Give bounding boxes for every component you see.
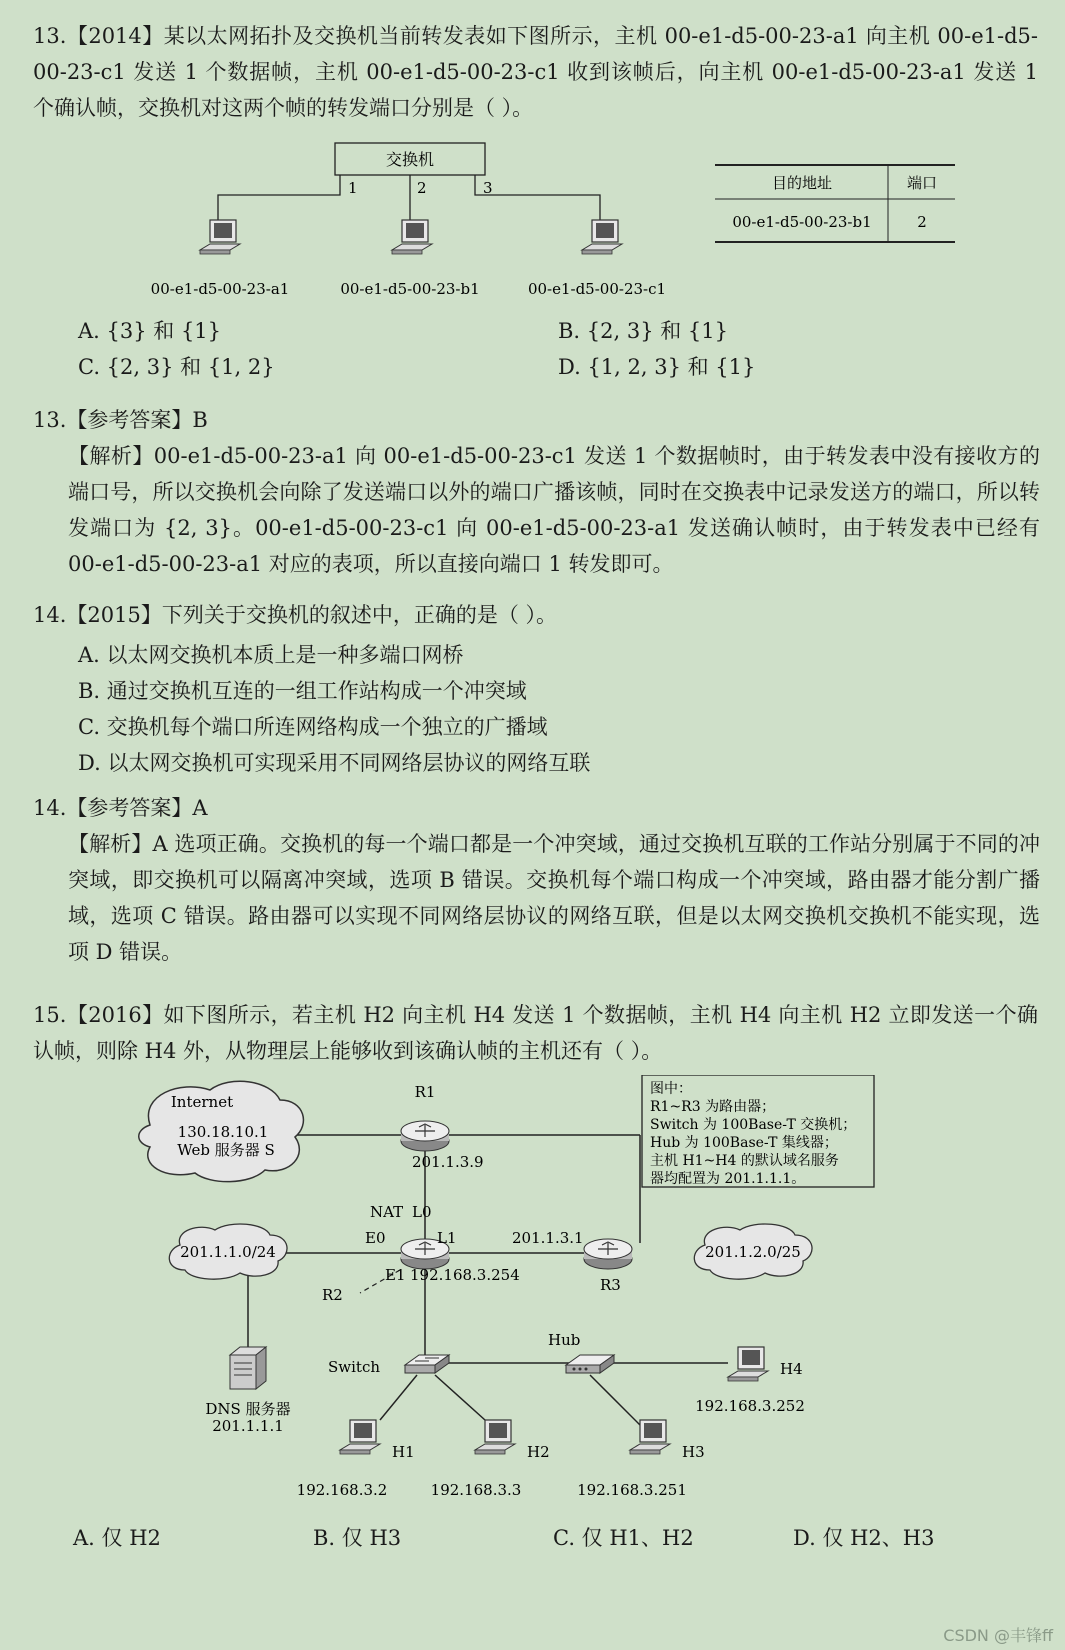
r1-ip: 201.1.3.9 xyxy=(412,1153,484,1171)
h2-label: H2 xyxy=(527,1443,550,1461)
computer-icon xyxy=(582,220,622,254)
h2-ip: 192.168.3.3 xyxy=(430,1481,522,1499)
q15-option-a: A. 仅 H2 xyxy=(73,1526,161,1550)
nat-label: NAT xyxy=(370,1203,404,1221)
legend-line: 图中： xyxy=(650,1081,692,1097)
host-b1: 00-e1-d5-00-23-b1 xyxy=(340,280,480,298)
port-2: 2 xyxy=(417,179,427,197)
switch-label: 交换机 xyxy=(385,150,435,169)
web-server: Web 服务器 S xyxy=(177,1141,275,1159)
q14-option-a: A. 以太网交换机本质上是一种多端口网桥 xyxy=(78,643,464,667)
q13-option-c: C. {2, 3} 和 {1, 2} xyxy=(78,355,275,379)
switch-label: Switch xyxy=(328,1358,381,1376)
server-icon xyxy=(230,1347,266,1389)
network-cloud xyxy=(694,1224,812,1279)
q13-stem: 13.【2014】某以太网拓扑及交换机当前转发表如下图所示，主机 00-e1-d5-00-23-a1 向主机 00-e1-d5-00-23-c1 发送 1 个数据帧，主机 00-e1-d5-00-23-c1 收到该帧后，向主机 00-e1-d5-00-23-a1 发送 1 个确认帧，交换机对这两个帧的转发端口分别是（ ）。 xyxy=(33,24,1038,120)
q15-option-c: C. 仅 H1、H2 xyxy=(553,1526,694,1550)
q14-analysis: 【解析】A 选项正确。交换机的每一个端口都是一个冲突域，通过交换机互联的工作站分别属于不同的冲突域，即交换机可以隔离冲突域，选项 B 错误。交换机每个端口构成一个冲突域，路由器才能分割广播域，选项 C 错误。路由器可以实现不同网络层协议的网络互联，但是以太网交换机交换机不能实现，选项 D 错误。 xyxy=(68,832,1040,964)
h1-ip: 192.168.3.2 xyxy=(296,1481,388,1499)
computer-icon xyxy=(340,1420,380,1454)
table-header-port: 端口 xyxy=(906,174,938,192)
hub-icon xyxy=(566,1355,614,1373)
l0-label: L0 xyxy=(412,1203,432,1221)
q13-analysis: 【解析】00-e1-d5-00-23-a1 向 00-e1-d5-00-23-c1 发送 1 个数据帧时，由于转发表中没有接收方的端口号，所以交换机会向除了发送端口以外的端口广播该帧，同时在交换表中记录发送方的端口，所以转发端口为 {2, 3}。00-e1-d5-00-23-c1 向 00-e1-d5-00-23-a1 发送确认帧时，由于转发表中已经有 00-e1-d5-00-23-a1 对应的表项，所以直接向端口 1 转发即可。 xyxy=(68,444,1040,576)
q14-stem: 14.【2015】下列关于交换机的叙述中，正确的是（ ）。 xyxy=(33,603,558,627)
router-icon xyxy=(584,1239,632,1269)
net-right-label: 201.1.2.0/25 xyxy=(705,1243,801,1261)
router-icon xyxy=(401,1121,449,1151)
dns-label: DNS 服务器 xyxy=(205,1400,291,1418)
host-c1: 00-e1-d5-00-23-c1 xyxy=(527,280,667,298)
legend-line: Hub 为 100Base-T 集线器； xyxy=(650,1135,838,1151)
h1-label: H1 xyxy=(392,1443,415,1461)
port-3: 3 xyxy=(483,179,493,197)
internet-cloud xyxy=(139,1081,304,1181)
dns-ip: 201.1.1.1 xyxy=(212,1417,284,1435)
computer-icon xyxy=(392,220,432,254)
computer-icon xyxy=(630,1420,670,1454)
e1-label: E1 xyxy=(385,1266,406,1284)
computer-icon xyxy=(728,1347,768,1381)
r1-label: R1 xyxy=(414,1083,436,1101)
r3-label: R3 xyxy=(600,1276,621,1294)
q15-option-d: D. 仅 H2、H3 xyxy=(793,1526,935,1550)
port-1: 1 xyxy=(348,179,358,197)
r2-label: R2 xyxy=(322,1286,343,1304)
h4-ip: 192.168.3.252 xyxy=(695,1397,805,1415)
computer-icon xyxy=(200,220,240,254)
q13-option-b: B. {2, 3} 和 {1} xyxy=(558,319,729,343)
h4-label: H4 xyxy=(780,1360,803,1378)
watermark: CSDN @丰锋ff xyxy=(943,1626,1053,1645)
e0-label: E0 xyxy=(365,1229,386,1247)
table-cell-port: 2 xyxy=(917,213,927,231)
h3-ip: 192.168.3.251 xyxy=(577,1481,687,1499)
q14-option-c: C. 交换机每个端口所连网络构成一个独立的广播域 xyxy=(78,715,548,739)
table-header-dest: 目的地址 xyxy=(771,174,833,192)
h3-label: H3 xyxy=(682,1443,705,1461)
legend-line: Switch 为 100Base-T 交换机； xyxy=(650,1117,857,1133)
internet-ip: 130.18.10.1 xyxy=(177,1123,269,1141)
host-a1: 00-e1-d5-00-23-a1 xyxy=(150,280,290,298)
network-cloud xyxy=(169,1224,287,1279)
internet-title: Internet xyxy=(170,1093,234,1111)
q13-answer-title: 13.【参考答案】B xyxy=(33,408,208,432)
hub-label: Hub xyxy=(548,1331,581,1349)
legend-line: R1~R3 为路由器； xyxy=(650,1099,776,1115)
l1-label: L1 xyxy=(437,1229,457,1247)
legend-line: 器均配置为 201.1.1.1。 xyxy=(650,1171,806,1187)
e1-ip: 192.168.3.254 xyxy=(410,1266,520,1284)
q13-option-a: A. {3} 和 {1} xyxy=(78,319,222,343)
q15-figure xyxy=(130,1075,930,1515)
q14-option-d: D. 以太网交换机可实现采用不同网络层协议的网络互联 xyxy=(78,751,591,775)
q13-figure xyxy=(130,135,970,300)
q15-stem: 15.【2016】如下图所示，若主机 H2 向主机 H4 发送 1 个数据帧，主机 H4 向主机 H2 立即发送一个确认帧，则除 H4 外，从物理层上能够收到该确认帧的主机还有（ ）。 xyxy=(33,1003,1038,1063)
table-cell-dest: 00-e1-d5-00-23-b1 xyxy=(732,213,872,231)
legend-line: 主机 H1~H4 的默认域名服务 xyxy=(650,1153,839,1169)
net-left-label: 201.1.1.0/24 xyxy=(180,1243,276,1261)
q14-answer-title: 14.【参考答案】A xyxy=(33,796,208,820)
q13-option-d: D. {1, 2, 3} 和 {1} xyxy=(558,355,756,379)
q14-option-b: B. 通过交换机互连的一组工作站构成一个冲突域 xyxy=(78,679,527,703)
q15-option-b: B. 仅 H3 xyxy=(313,1526,402,1550)
switch-icon xyxy=(405,1355,449,1373)
computer-icon xyxy=(475,1420,515,1454)
r3-ip: 201.1.3.1 xyxy=(512,1229,584,1247)
